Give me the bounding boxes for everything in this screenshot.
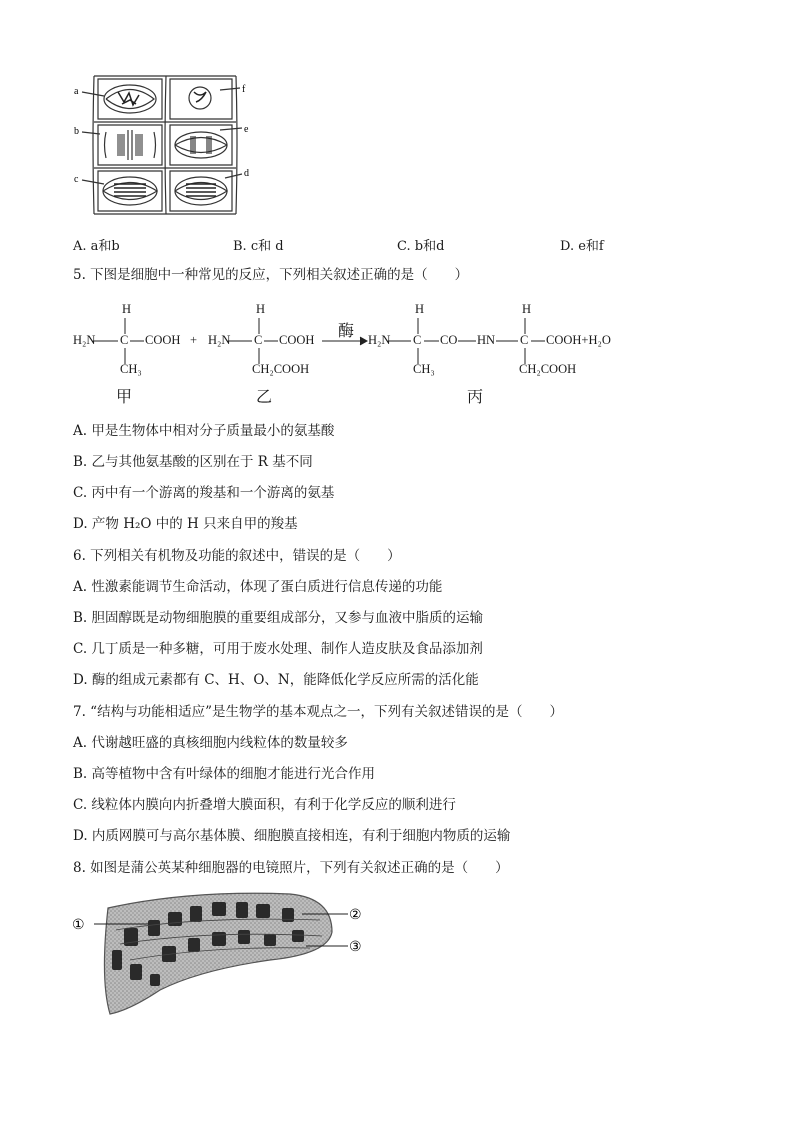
bing-ch2cooh: CH₂COOH	[519, 362, 577, 376]
bing-ch3: CH₃	[413, 362, 435, 376]
jia-carbon: C	[120, 333, 129, 347]
q5-option-c[interactable]: C. 丙中有一个游离的羧基和一个游离的氨基	[73, 485, 335, 501]
yi-ch2cooh: CH₂COOH	[252, 362, 310, 376]
cell-label-d: d	[244, 168, 249, 179]
jia-ch3: CH₃	[120, 362, 142, 376]
bond-lines	[70, 300, 630, 410]
cell-label-e: e	[244, 124, 249, 135]
q4-option-b[interactable]: B. c和 d	[233, 239, 284, 254]
cell-label-a: a	[74, 86, 79, 97]
q6-option-a[interactable]: A. 性激素能调节生命活动，体现了蛋白质进行信息传递的功能	[73, 579, 443, 595]
bing-carbon1: C	[413, 333, 422, 347]
organelle-image	[70, 890, 370, 1020]
q8-stem: 8. 如图是蒲公英某种细胞器的电镜照片，下列有关叙述正确的是（ ）	[73, 860, 509, 876]
cell-label-f: f	[242, 84, 246, 95]
label-2: ②	[349, 908, 362, 923]
bing-hn: HN	[477, 333, 496, 347]
label-bing: 丙	[467, 387, 484, 406]
jia-amine: H₂N	[73, 333, 96, 347]
label-jia: 甲	[116, 387, 133, 406]
yi-carbon: C	[254, 333, 263, 347]
bing-carbon2: C	[520, 333, 529, 347]
label-3: ③	[349, 940, 362, 955]
q5-option-a[interactable]: A. 甲是生物体中相对分子质量最小的氨基酸	[73, 423, 335, 439]
plus-sign: +	[190, 333, 198, 347]
q5-stem: 5. 下图是细胞中一种常见的反应，下列相关叙述正确的是（ ）	[73, 267, 469, 283]
q7-option-a[interactable]: A. 代谢越旺盛的真核细胞内线粒体的数量较多	[73, 735, 348, 751]
q4-option-c[interactable]: C. b和d	[397, 239, 445, 254]
bing-h1: H	[415, 302, 425, 316]
bing-cooh-h2o: COOH+H₂O	[546, 333, 611, 347]
q6-option-b[interactable]: B. 胆固醇既是动物细胞膜的重要组成部分，又参与血液中脂质的运输	[73, 610, 484, 626]
q7-option-c[interactable]: C. 线粒体内膜向内折叠增大膜面积，有利于化学反应的顺利进行	[73, 797, 456, 813]
chloroplast-micrograph	[70, 890, 370, 1020]
jia-cooh: COOH	[145, 333, 181, 347]
cell-label-b: b	[74, 126, 79, 137]
yi-h: H	[256, 302, 266, 316]
jia-h: H	[122, 302, 132, 316]
bing-h2: H	[522, 302, 532, 316]
mitosis-figure	[70, 70, 260, 220]
bing-amine: H₂N	[368, 333, 391, 347]
q7-option-b[interactable]: B. 高等植物中含有叶绿体的细胞才能进行光合作用	[73, 766, 376, 782]
mitosis-cells-drawing	[70, 70, 260, 220]
enzyme-label: 酶	[338, 321, 355, 340]
q5-option-b[interactable]: B. 乙与其他氨基酸的区别在于 R 基不同	[73, 454, 313, 470]
peptide-reaction-diagram	[70, 300, 630, 410]
yi-cooh: COOH	[279, 333, 315, 347]
yi-amine: H₂N	[208, 333, 231, 347]
q7-option-d[interactable]: D. 内质网膜可与高尔基体膜、细胞膜直接相连，有利于细胞内物质的运输	[73, 828, 511, 844]
q5-option-d[interactable]: D. 产物 H₂O 中的 H 只来自甲的羧基	[73, 516, 298, 532]
cell-label-c: c	[74, 174, 79, 185]
q6-stem: 6. 下列相关有机物及功能的叙述中，错误的是（ ）	[73, 548, 401, 564]
q6-option-d[interactable]: D. 酶的组成元素都有 C、H、O、N，能降低化学反应所需的活化能	[73, 672, 479, 688]
q4-option-a[interactable]: A. a和b	[73, 239, 120, 254]
q6-option-c[interactable]: C. 几丁质是一种多糖，可用于废水处理、制作人造皮肤及食品添加剂	[73, 641, 483, 657]
q4-option-d[interactable]: D. e和f	[560, 239, 604, 254]
label-1: ①	[72, 918, 85, 933]
label-yi: 乙	[256, 387, 273, 406]
q7-stem: 7. “结构与功能相适应”是生物学的基本观点之一，下列有关叙述错误的是（ ）	[73, 704, 563, 720]
bing-co: CO	[440, 333, 458, 347]
